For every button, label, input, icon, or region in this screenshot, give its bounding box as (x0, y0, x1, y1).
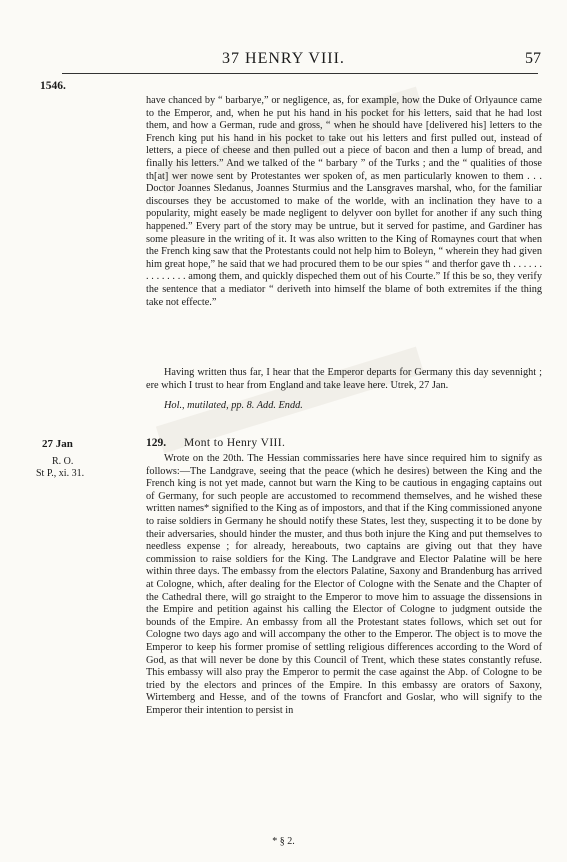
paragraph: Having written thus far, I hear that the Emperor departs for Germany this day sevennight ; ere which I trust to hear from England and take leave here. Utrek, 27 Jan. (146, 367, 542, 391)
closing-paragraph (146, 357, 542, 403)
source-note: Hol., mutilated, pp. 8. Add. Endd. (164, 400, 303, 411)
archive-reference: St P., xi. 31. (36, 468, 85, 479)
running-title: 37 HENRY VIII. (222, 50, 345, 67)
archive-reference: R. O. (52, 456, 74, 467)
entry-date: 27 Jan (42, 438, 73, 450)
paragraph: have chanced by “ barbarye,” or negligence, as, for example, how the Duke of Orlyaunce came to the Emperor, and, when he put his hand in his pocket for his letters, said that he had lost them, and how a German, rude and gross, “ when he should have [delivered his] letters to the French king put his hand in his pocket to take out his letters and first pulled out, instead of letters, a piece of cheese and then pulled out a piece of bacon and then a lump of bread, and finally his letters.” And we talked of the “ barbary ” of the Turks ; and the “ qualities of those th[at] wer nowe sent by Protestantes wer spoken of, as men particularly knowen to them . . . Doctor Joannes Sledanus, Joannes Sturmius and the Lansgraves marshal, who, for the familiar discourses they be accustomed to make of the worlde, with an inclination they have to a popularity, might easely be made negligent to delyver oon byllet for another if any such thing happened.” Every part of the story may be untrue, but it served for pastime, and Gardiner has some pleasure in the writing of it. It was also written to the King of Romaynes court that when the French king saw that the Protestants could not help him to Boleyn, “ wherein they had given him great hope,” he said that we had procured them to be our spies “ and therfor gave th . . . . . . . . . . . . . . among them, and quickly dispeched them out of his Courte.” If this be so, they verify the sentence that a mediator “ deriveth into himself the blame of both extremites if the thing take not effecte.” (146, 95, 542, 308)
continued-letter-text (146, 95, 542, 309)
entry-number: 129. (146, 437, 167, 449)
running-head (0, 50, 567, 72)
header-rule (62, 73, 538, 74)
page-number: 57 (525, 50, 541, 67)
margin-year: 1546. (40, 80, 66, 92)
footer-note: * § 2. (272, 836, 295, 847)
entry-title: Mont to Henry VIII. (184, 437, 286, 449)
entry-text (146, 453, 542, 717)
paragraph: Wrote on the 20th. The Hessian commissaries here have since required him to signify as follows:—The Landgrave, seeing that the peace (which he desires) between the King and the French king is not yet made, cannot but warn the King to be cautious in engaging captains out of Germany, for such people are accustomed to recommend themselves, and he wished these written names* signified to the King as of impostors, and that if the King commissioned anyone to raise soldiers in Germany he should notify these States, lest they, suspecting it to be done by their adversaries, should hinder the muster, and thus both injure the King and put themselves to needless expense ; for already, hereabouts, two captains are giving out that they have commission to raise soldiers for the King. The Landgrave and Elector Palatine will be here within three days. The embassy from the electors Palatine, Saxony and Brandenburg has arrived at Cologne, which, after dealing for the Elector of Cologne with the Senate and the Chapter of the Cathedral there, will go straight to the Emperor to move him to assuage the dissensions in the Empire and petition against his calling the Elector of Cologne to judgment outside the bounds of the Empire. An embassy from all the Protestant states follows, which set out for Cologne two days ago and will accompany the other to the Emperor. The object is to move the Emperor to keep his former promise of settling religious differences according to the Word of God, as that will never be done by this Council of Trent, which these states constantly refuse. This embassy will also pray the Emperor to permit the case against the Abp. of Cologne to be tried by the electors and princes of the Empire. In this embassy are orators of Saxony, Wirtemberg and Hesse, and of the towns of Francfort and Goslar, who will signify to the Emperor their intention to persist in (146, 453, 542, 716)
